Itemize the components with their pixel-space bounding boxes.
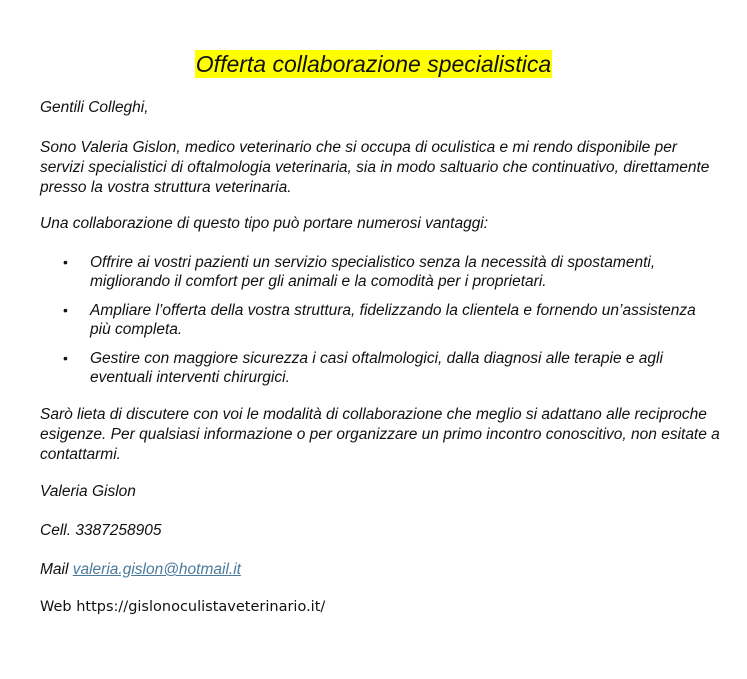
closing-paragraph: Sarò lieta di discutere con voi le modalità di collaborazione che meglio si adattano alle reciproche esigenze. Per qualsiasi informazione o per organizzare un primo incontro conoscitivo, non esitate a contattarmi. — [40, 406, 720, 463]
bullet-icon: • — [63, 350, 68, 366]
bullet-icon: • — [63, 254, 68, 270]
email-link[interactable]: valeria.gislon@hotmail.it — [72, 561, 241, 578]
list-item — [40, 349, 720, 387]
intro-paragraph: Sono Valeria Gislon, medico veterinario che si occupa di oculistica e mi rendo disponibile per servizi specialistici di oftalmologia veterinaria, sia in modo saltuario che continuativo, direttamente presso la vostra struttura veterinaria. — [40, 139, 710, 196]
advantage-text: Ampliare l’offerta della vostra struttura, fidelizzando la clientela e fornendo un’assistenza più completa. — [90, 302, 696, 338]
signature: Valeria Gislon — [40, 483, 136, 500]
advantages-intro: Una collaborazione di questo tipo può portare numerosi vantaggi: — [40, 215, 489, 232]
advantage-text: Gestire con maggiore sicurezza i casi oftalmologici, dalla diagnosi alle terapie e agli eventuali interventi chirurgici. — [90, 350, 663, 386]
advantage-text: Offrire ai vostri pazienti un servizio specialistico senza la necessità di spostamenti, migliorando il comfort per gli animali e la comodità per i proprietari. — [90, 254, 656, 290]
website-line: Web https://gislonoculistaveterinario.it/ — [40, 599, 326, 615]
mail-label: Mail — [40, 561, 69, 578]
phone-number: Cell. 3387258905 — [40, 522, 162, 539]
advantages-list — [40, 253, 720, 397]
list-item — [40, 253, 720, 291]
title-container — [0, 50, 747, 78]
greeting: Gentili Colleghi, — [40, 99, 149, 116]
document-title: Offerta collaborazione specialistica — [195, 51, 552, 77]
list-item — [40, 301, 720, 339]
bullet-icon: • — [63, 302, 68, 318]
mail-line — [40, 560, 720, 580]
